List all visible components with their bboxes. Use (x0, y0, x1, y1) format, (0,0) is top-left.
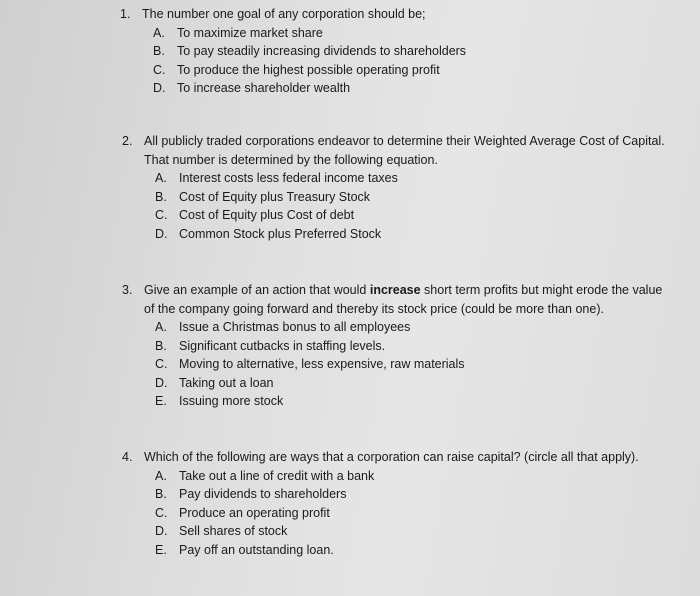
option-e[interactable]: E. Issuing more stock (155, 394, 284, 408)
question-text: The number one goal of any corporation should be; (142, 7, 426, 21)
question-3 (122, 281, 662, 411)
option-c[interactable]: C. Produce an operating profit (155, 505, 330, 520)
question-number: 1. (120, 7, 131, 21)
question-number: 2. (122, 134, 133, 148)
option-a[interactable]: A. Take out a line of credit with a bank (155, 468, 375, 483)
question-1 (120, 5, 466, 98)
option-a[interactable]: A. Interest costs less federal income taxes (155, 171, 398, 185)
option-a[interactable]: A. Issue a Christmas bonus to all employees (155, 320, 411, 334)
question-text: Which of the following are ways that a corporation can raise capital? (circle all that apply). (144, 450, 639, 464)
option-c[interactable]: C. Cost of Equity plus Cost of debt (155, 208, 355, 222)
option-e[interactable]: E. Pay off an outstanding loan. (155, 542, 334, 557)
option-d[interactable]: D. Taking out a loan (155, 375, 274, 390)
question-number: 3. (122, 283, 133, 297)
option-a[interactable]: A. To maximize market share (153, 25, 323, 40)
emphasis-word: increase (369, 283, 421, 297)
question-text-continued: of the company going forward and thereby its stock price (could be more than one). (144, 301, 604, 316)
option-d[interactable]: D. To increase shareholder wealth (153, 81, 351, 95)
question-text: All publicly traded corporations endeavor to determine their Weighted Average Cost of Capital. (144, 134, 665, 148)
question-number: 4. (122, 450, 133, 464)
option-c[interactable]: C. Moving to alternative, less expensive, raw materials (155, 357, 465, 371)
question-text: Give an example of an action that would increase short term profits but might erode the value (144, 283, 663, 297)
question-2 (122, 132, 665, 243)
option-d[interactable]: D. Common Stock plus Preferred Stock (155, 226, 382, 241)
option-d[interactable]: D. Sell shares of stock (155, 524, 288, 538)
option-b[interactable]: B. Cost of Equity plus Treasury Stock (155, 189, 371, 204)
option-b[interactable]: B. To pay steadily increasing dividends to shareholders (153, 44, 467, 58)
option-b[interactable]: B. Significant cutbacks in staffing levels. (155, 338, 386, 353)
option-b[interactable]: B. Pay dividends to shareholders (155, 487, 347, 501)
question-text-continued: That number is determined by the following equation. (144, 152, 438, 167)
option-c[interactable]: C. To produce the highest possible operating profit (153, 62, 440, 77)
question-4 (122, 448, 639, 559)
